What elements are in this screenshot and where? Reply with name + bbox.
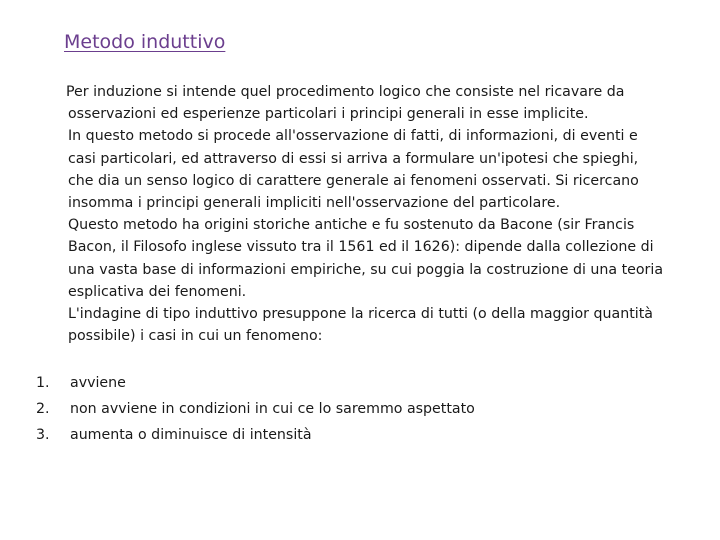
- paragraph-line: possibile) i casi in cui un fenomeno:: [68, 328, 323, 345]
- paragraph-line: Questo metodo ha origini storiche antiche e fu sostenuto da Bacone (sir Francis: [68, 217, 635, 234]
- numbered-list: [36, 370, 475, 448]
- list-item-text: aumenta o diminuisce di intensità: [70, 427, 312, 443]
- list-item: [36, 396, 475, 422]
- list-item-number: 3.: [36, 427, 50, 443]
- body-paragraph: [68, 81, 688, 347]
- paragraph-line: In questo metodo si procede all'osservazione di fatti, di informazioni, di eventi e: [68, 128, 638, 145]
- paragraph-line: osservazioni ed esperienze particolari i principi generali in esse implicite.: [68, 106, 589, 123]
- list-item: [36, 422, 475, 448]
- paragraph-line: esplicativa dei fenomeni.: [68, 283, 247, 300]
- paragraph-line: Per induzione si intende quel procedimento logico che consiste nel ricavare da: [66, 84, 625, 100]
- list-item: [36, 370, 475, 396]
- paragraph-line: casi particolari, ed attraverso di essi si arriva a formulare un'ipotesi che spieghi,: [68, 150, 639, 167]
- slide-title: Metodo induttivo: [64, 31, 226, 53]
- paragraph-line: L'indagine di tipo induttivo presuppone la ricerca di tutti (o della maggior quantità: [68, 305, 653, 322]
- paragraph-line: insomma i principi generali impliciti nell'osservazione del particolare.: [68, 194, 561, 211]
- list-item-number: 2.: [36, 401, 50, 417]
- list-item-text: avviene: [70, 375, 126, 391]
- paragraph-line: Bacon, il Filosofo inglese vissuto tra il 1561 ed il 1626): dipende dalla collezione di: [68, 239, 654, 256]
- paragraph-line: una vasta base di informazioni empiriche, su cui poggia la costruzione di una teoria: [68, 261, 664, 278]
- list-item-number: 1.: [36, 375, 50, 391]
- paragraph-line: che dia un senso logico di carattere generale ai fenomeni osservati. Si ricercano: [68, 172, 639, 189]
- list-item-text: non avviene in condizioni in cui ce lo saremmo aspettato: [70, 401, 475, 417]
